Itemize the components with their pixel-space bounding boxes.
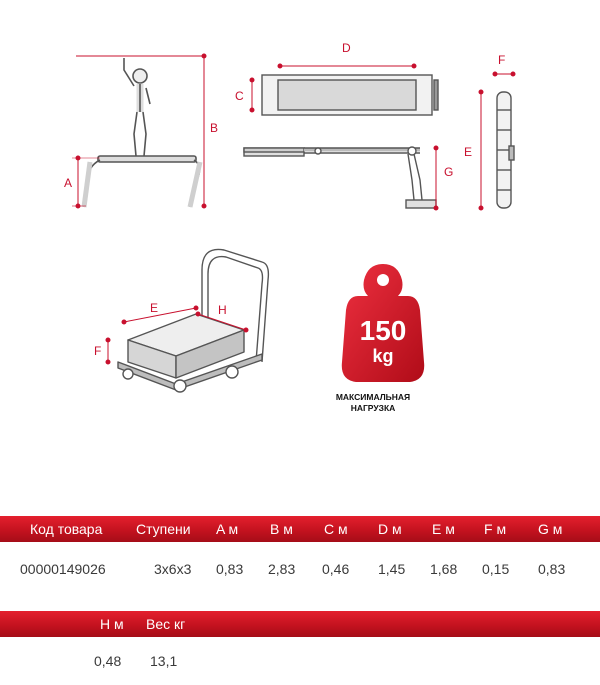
header-a: A м	[216, 521, 239, 537]
header-c: C м	[324, 521, 348, 537]
load-caption-line1: МАКСИМАЛЬНАЯ	[335, 392, 411, 402]
load-unit: kg	[372, 346, 394, 366]
header-b: B м	[270, 521, 293, 537]
label-g: G	[444, 165, 454, 179]
top-view-drawing	[262, 75, 438, 115]
value-h: 0,48	[94, 653, 122, 669]
value-a: 0,83	[216, 561, 244, 577]
header-h: H м	[100, 616, 124, 632]
label-a: A	[64, 176, 73, 190]
weight-icon	[342, 264, 424, 382]
header-g: G м	[538, 521, 563, 537]
value-e: 1,68	[430, 561, 458, 577]
value-code: 00000149026	[20, 561, 106, 577]
spec-table-header-1	[0, 516, 600, 542]
spec-table-header-2	[0, 611, 600, 637]
dimension-f-cart	[106, 338, 110, 364]
label-h: H	[218, 303, 227, 317]
label-f: F	[498, 53, 506, 67]
value-steps: 3x6x3	[154, 561, 192, 577]
value-weight: 13,1	[150, 653, 178, 669]
value-c: 0,46	[322, 561, 350, 577]
label-e: E	[464, 145, 473, 159]
value-f: 0,15	[482, 561, 510, 577]
folded-ladder-drawing	[497, 92, 514, 208]
value-d: 1,45	[378, 561, 406, 577]
platform-mode-drawing	[84, 58, 200, 207]
value-b: 2,83	[268, 561, 296, 577]
cart-mode-drawing	[118, 249, 268, 392]
side-view-drawing	[244, 147, 436, 208]
label-e-cart: E	[150, 301, 159, 315]
value-g: 0,83	[538, 561, 566, 577]
header-f: F м	[484, 521, 507, 537]
header-code: Код товара	[30, 521, 103, 537]
label-f-cart: F	[94, 344, 102, 358]
dimension-e	[479, 90, 483, 210]
header-d: D м	[378, 521, 402, 537]
header-steps: Ступени	[136, 521, 191, 537]
label-c: C	[235, 89, 244, 103]
load-caption-line2: НАГРУЗКА	[350, 403, 396, 413]
header-e: E м	[432, 521, 455, 537]
label-b: B	[210, 121, 219, 135]
load-value: 150	[359, 315, 407, 346]
header-weight: Вес кг	[146, 616, 186, 632]
dimension-c	[250, 78, 254, 112]
label-d: D	[342, 41, 351, 55]
dimension-d	[278, 64, 416, 68]
dimension-f	[493, 72, 515, 76]
